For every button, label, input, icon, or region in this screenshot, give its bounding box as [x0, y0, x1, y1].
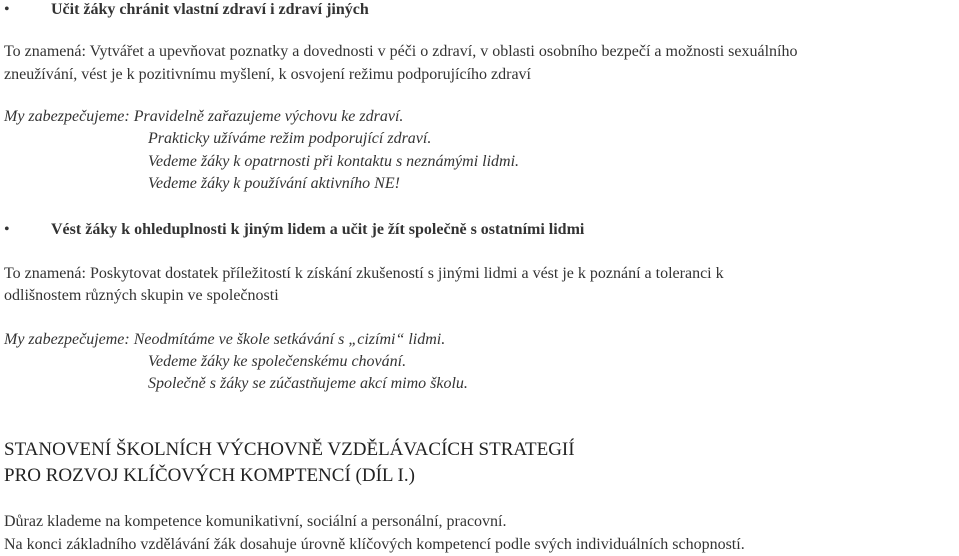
strategy-title-line1: STANOVENÍ ŠKOLNÍCH VÝCHOVNĚ VZDĚLÁVACÍCH STRATEGIÍ: [4, 439, 575, 460]
section2-meaning-line1: To znamená: Poskytovat dostatek příležitostí k získání zkušeností s jinými lidmi a vést je k poznání a toleranci k: [4, 265, 724, 282]
section2-meaning-line2: odlišnostem různých skupin ve společnosti: [4, 287, 279, 304]
section2-ensure-line3: Společně s žáky se zúčastňujeme akcí mimo školu.: [148, 375, 468, 392]
section2-heading: Vést žáky k ohleduplnosti k jiným lidem a učit je žít společně s ostatními lidmi: [51, 221, 585, 238]
strategy-text-line1: Důraz klademe na kompetence komunikativní, sociální a personální, pracovní.: [4, 513, 507, 530]
section1-ensure-line4: Vedeme žáky k používání aktivního NE!: [148, 175, 400, 192]
section2-ensure-line2: Vedeme žáky ke společenskému chování.: [148, 353, 407, 370]
section1-ensure-line2: Prakticky užíváme režim podporující zdraví.: [148, 130, 432, 147]
bullet-icon: •: [4, 221, 10, 238]
section1-ensure-line1: My zabezpečujeme: Pravidelně zařazujeme výchovu ke zdraví.: [4, 108, 404, 125]
section1-heading: Učit žáky chránit vlastní zdraví i zdraví jiných: [51, 1, 369, 18]
strategy-title-line2: PRO ROZVOJ KLÍČOVÝCH KOMPTENCÍ (DÍL I.): [4, 465, 415, 486]
strategy-text-line2: Na konci základního vzdělávání žák dosahuje úrovně klíčových kompetencí podle svých individuálních schopností.: [4, 536, 745, 553]
section1-meaning-line1: To znamená: Vytvářet a upevňovat poznatky a dovednosti v péči o zdraví, v oblasti osobního bezpečí a možnosti sexuálního: [4, 43, 798, 60]
section1-ensure-line3: Vedeme žáky k opatrnosti při kontaktu s neznámými lidmi.: [148, 153, 520, 170]
section2-ensure-line1: My zabezpečujeme: Neodmítáme ve škole setkávání s „cizími“ lidmi.: [4, 331, 446, 348]
bullet-icon: •: [4, 1, 10, 18]
section1-meaning-line2: zneužívání, vést je k pozitivnímu myšlení, k osvojení režimu podporujícího zdraví: [4, 66, 531, 83]
